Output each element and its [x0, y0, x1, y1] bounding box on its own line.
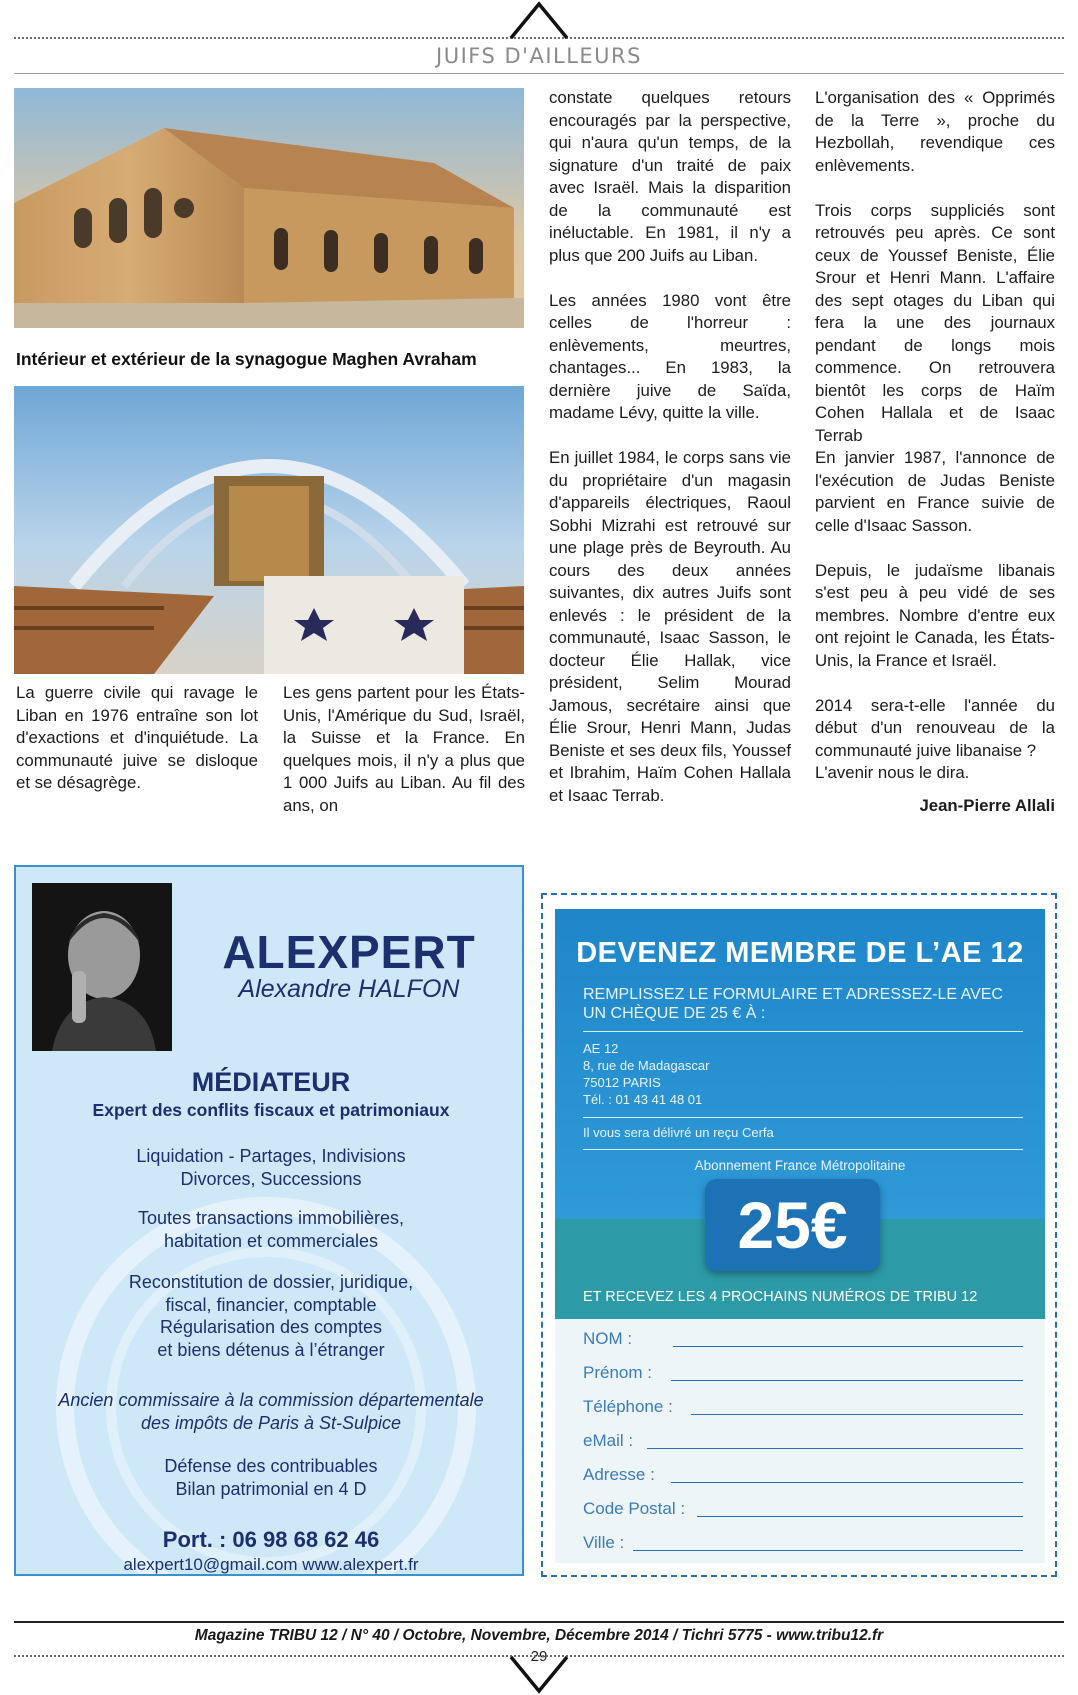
- header-chevron-icon: [509, 0, 569, 40]
- phone-field[interactable]: [583, 1397, 1023, 1417]
- article-column-2: [283, 682, 525, 817]
- footer-chevron-icon: [509, 1655, 569, 1695]
- price-badge: 25€: [705, 1179, 880, 1271]
- portrait-photo: [32, 883, 172, 1051]
- city-field[interactable]: [583, 1533, 1023, 1553]
- section-title: JUIFS D'AILLEURS: [436, 44, 642, 68]
- address-line: AE 12: [583, 1041, 619, 1056]
- divider: [583, 1031, 1023, 1032]
- address-line: 8, rue de Madagascar: [583, 1058, 710, 1073]
- ad-services-3: [16, 1271, 524, 1361]
- ad-line: Régularisation des comptes: [159, 1317, 383, 1337]
- field-label: Code Postal :: [583, 1499, 686, 1518]
- field-label: Adresse :: [583, 1465, 655, 1484]
- membership-form: [555, 909, 1045, 1563]
- form-title: DEVENEZ MEMBRE DE L’AE 12: [576, 937, 1024, 969]
- field-label: eMail :: [583, 1431, 634, 1450]
- field-label: Prénom :: [583, 1363, 652, 1382]
- article-paragraph: Les gens partent pour les États-Unis, l'Amérique du Sud, Israël, la Suisse et la France. En quelques mois, il n'y a plus que 1 000 Juifs au Liban. Au fil des ans, on: [283, 683, 525, 815]
- membership-coupon: [541, 893, 1057, 1577]
- form-subscription: Abonnement France Métropolitaine: [694, 1158, 906, 1173]
- address-field[interactable]: [583, 1465, 1023, 1485]
- ad-services-1: [16, 1145, 524, 1190]
- alexpert-ad[interactable]: [14, 865, 524, 1576]
- article-column-1: [16, 682, 258, 795]
- article-paragraph: L'avenir nous le dira.: [815, 763, 970, 782]
- article-paragraph: 2014 sera-t-elle l'année du début d'un renouveau de la communauté juive libanaise ?: [815, 695, 1055, 760]
- form-cerfa-note: Il vous sera délivré un reçu Cerfa: [583, 1125, 774, 1140]
- footer-rule: [14, 1621, 1064, 1623]
- article-paragraph: Depuis, le judaïsme libanais s'est peu à peu vidé de ses membres. Nombre d'entre eux ont rejoint le Canada, les États-Unis, la France et Israël.: [815, 560, 1055, 670]
- ad-defense: [16, 1455, 524, 1500]
- field-line[interactable]: [633, 1550, 1023, 1551]
- field-line[interactable]: [671, 1380, 1023, 1381]
- ad-line: Liquidation - Partages, Indivisions: [136, 1146, 406, 1166]
- ad-line: fiscal, financier, comptable: [165, 1294, 377, 1315]
- ad-person-name: Alexandre HALFON: [238, 975, 460, 1003]
- header-rule: [14, 73, 1064, 74]
- address-line: 75012 PARIS: [583, 1075, 661, 1090]
- firstname-field[interactable]: [583, 1363, 1023, 1383]
- ad-former-role: [16, 1389, 524, 1434]
- article-paragraph: En juillet 1984, le corps sans vie du propriétaire d'un magasin d'appareils électriques, Raoul Sobhi Mizrahi est retrouvé sur une plage près de Beyrouth. Au cours des deux années suivantes, dix autres Juifs sont enlevés : le président de la communauté, Isaac Sasson, le docteur Élie Hallak, vice président, Selim Mourad Jamous, secrétaire ainsi que Élie Srour, Henri Mann, Judas Beniste et ses deux fils, Youssef et Ibrahim, Haïm Cohen Hallala et Isaac Terrab.: [549, 448, 791, 805]
- field-line[interactable]: [647, 1448, 1023, 1449]
- ad-line: habitation et commerciales: [163, 1230, 379, 1251]
- form-instruction: REMPLISSEZ LE FORMULAIRE ET ADRESSEZ-LE AVEC UN CHÈQUE DE 25 € À :: [583, 986, 1003, 1022]
- address-line: Tél. : 01 43 41 48 01: [583, 1092, 703, 1107]
- field-label: Ville :: [583, 1533, 625, 1552]
- ad-line: Défense des contribuables: [164, 1456, 378, 1476]
- postal-code-field[interactable]: [583, 1499, 1023, 1519]
- article-column-4: [815, 87, 1055, 817]
- ad-line: Bilan patrimonial en 4 D: [175, 1478, 367, 1499]
- email-field[interactable]: [583, 1431, 1023, 1451]
- ad-contact-links[interactable]: alexpert10@gmail.com www.alexpert.fr: [123, 1555, 419, 1574]
- field-line[interactable]: [691, 1414, 1023, 1415]
- article-paragraph: En janvier 1987, l'annonce de l'exécution de Judas Beniste parvient en France suivie de celle d'Isaac Sasson.: [815, 448, 1055, 535]
- article-paragraph: L'organisation des « Opprimés de la Terre », proche du Hezbollah, revendique ces enlèvements.: [815, 88, 1055, 175]
- divider: [583, 1117, 1023, 1118]
- field-label: Téléphone :: [583, 1397, 673, 1416]
- ad-line: et biens détenus à l’étranger: [157, 1339, 385, 1360]
- ad-line: Toutes transactions immobilières,: [137, 1208, 405, 1228]
- ad-phone[interactable]: Port. : 06 98 68 62 46: [162, 1527, 380, 1552]
- article-paragraph: Les années 1980 vont être celles de l'horreur : enlèvements, meurtres, chantages... En 1983, la dernière juive de Saïda, madame Lévy, quitte la ville.: [549, 290, 791, 422]
- ad-role: MÉDIATEUR: [191, 1067, 351, 1097]
- article-column-3: [549, 87, 791, 807]
- article-paragraph: constate quelques retours encouragés par la perspective, qui n'aura qu'un temps, de la signature d'un traité de paix avec Israël. Mais la disparition de la communauté est inéluctable. En 1981, il n'y a plus que 200 Juifs au Liban.: [549, 88, 791, 265]
- synagogue-exterior-photo: [14, 88, 524, 328]
- field-line[interactable]: [673, 1346, 1023, 1347]
- ad-line: Divorces, Successions: [180, 1168, 362, 1189]
- ad-services-2: [16, 1207, 524, 1252]
- field-line[interactable]: [697, 1516, 1023, 1517]
- ad-line: Reconstitution de dossier, juridique,: [128, 1272, 414, 1292]
- footer-credits: Magazine TRIBU 12 / N° 40 / Octobre, Novembre, Décembre 2014 / Tichri 5775 - www.tribu12.fr: [194, 1627, 884, 1644]
- name-field[interactable]: [583, 1329, 1023, 1349]
- article-paragraph: Trois corps suppliciés sont retrouvés peu après. Ce sont ceux de Youssef Beniste, Élie Srour et Henri Mann. L'affaire des sept otages du Liban qui fera la une des journaux pendant de longs mois commence. On retrouvera bientôt les corps de Haïm Cohen Hallala et de Isaac Terrab: [815, 200, 1055, 445]
- form-address: [583, 1040, 709, 1108]
- synagogue-interior-photo: [14, 386, 524, 674]
- ad-brand: ALEXPERT: [222, 926, 476, 978]
- divider: [583, 1149, 1023, 1150]
- article-paragraph: La guerre civile qui ravage le Liban en 1976 entraîne son lot d'exactions et d'inquiétude. La communauté juive se disloque et se désagrège.: [16, 683, 258, 792]
- photo-caption: Intérieur et extérieur de la synagogue Maghen Avraham: [16, 349, 477, 369]
- author-signature: Jean-Pierre Allali: [919, 795, 1055, 815]
- ad-line: des impôts de Paris à St-Sulpice: [140, 1412, 402, 1433]
- field-line[interactable]: [671, 1482, 1023, 1483]
- form-receive-note: ET RECEVEZ LES 4 PROCHAINS NUMÉROS DE TRIBU 12: [583, 1289, 978, 1305]
- page-number: 29: [530, 1648, 548, 1665]
- ad-role-subtitle: Expert des conflits fiscaux et patrimoniaux: [92, 1100, 450, 1120]
- field-label: NOM :: [583, 1329, 633, 1348]
- ad-line: Ancien commissaire à la commission départementale: [58, 1390, 484, 1410]
